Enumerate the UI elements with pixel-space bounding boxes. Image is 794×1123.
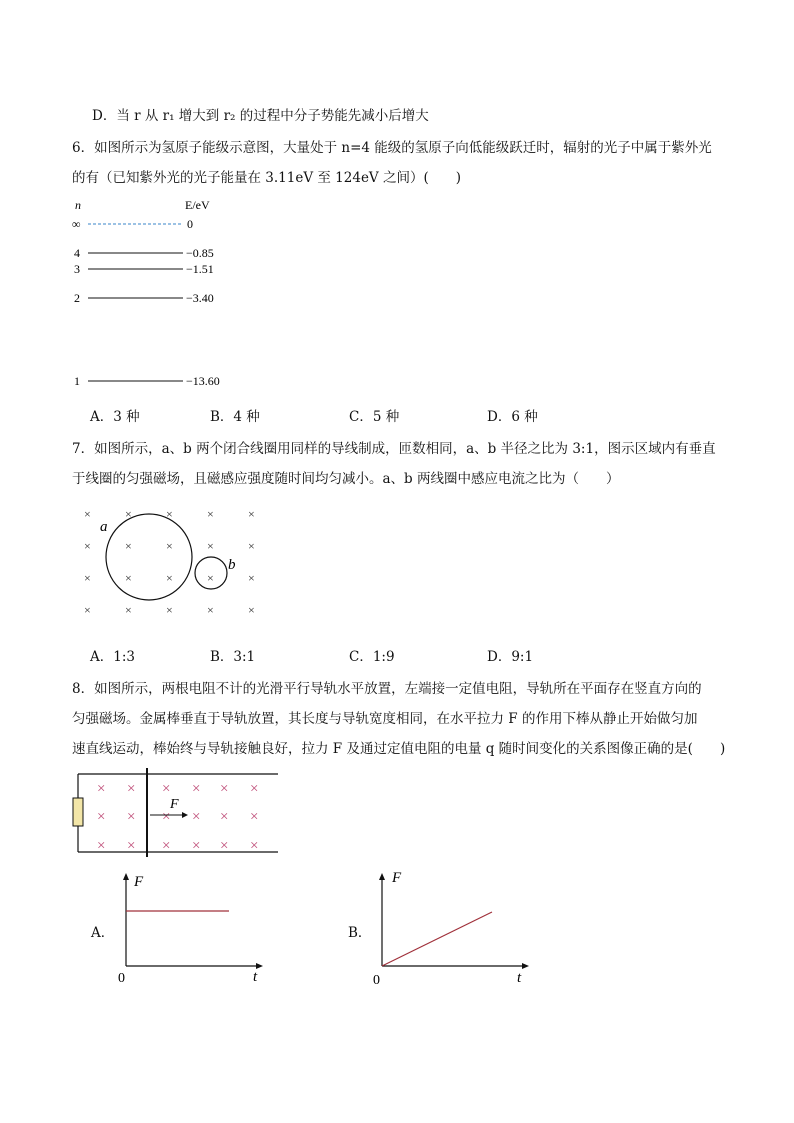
level-1-e: −13.60 — [186, 374, 220, 388]
field-cross: × — [166, 539, 173, 553]
field-cross: × — [192, 809, 201, 825]
field-cross: × — [162, 838, 171, 854]
resistor — [73, 798, 83, 826]
graph-a — [110, 868, 270, 990]
field-cross: × — [125, 539, 132, 553]
graph-a-ylabel: F — [134, 874, 144, 890]
q8-stem-line2: 匀强磁场。金属棒垂直于导轨放置，其长度与导轨宽度相同，在水平拉力 F 的作用下棒从静止开始做匀加 — [72, 711, 698, 727]
graph-b-option-label[interactable]: B． — [348, 925, 372, 941]
field-cross: × — [248, 539, 255, 553]
field-cross: × — [166, 507, 173, 521]
field-cross: × — [97, 781, 106, 797]
field-cross: × — [220, 781, 229, 797]
q6-option-a[interactable]: A．3 种 — [90, 409, 140, 425]
field-cross: × — [248, 571, 255, 585]
field-cross: × — [84, 539, 91, 553]
q7-stem-line2: 于线圈的匀强磁场，且磁感应强度随时间均匀减小。a、b 两线圈中感应电流之比为（ ） — [72, 471, 620, 487]
field-cross: × — [84, 507, 91, 521]
q5-option-d: D．当 r 从 r₁ 增大到 r₂ 的过程中分子势能先减小后增大 — [92, 108, 429, 124]
graph-b-line — [382, 912, 492, 966]
field-cross: × — [207, 507, 214, 521]
graph-b-xlabel: t — [517, 970, 522, 986]
level-2-e: −3.40 — [186, 291, 214, 305]
coil-b-label: b — [228, 557, 236, 573]
field-cross: × — [248, 507, 255, 521]
q8-stem-line1: 8．如图所示，两根电阻不计的光滑平行导轨水平放置，左端接一定值电阻，导轨所在平面存在竖直方向的 — [72, 681, 702, 697]
field-cross: × — [192, 781, 201, 797]
field-cross: × — [207, 571, 214, 585]
field-cross: × — [125, 603, 132, 617]
field-cross: × — [207, 539, 214, 553]
q6-option-d[interactable]: D．6 种 — [487, 409, 538, 425]
field-cross: × — [97, 809, 106, 825]
field-cross: × — [192, 838, 201, 854]
graph-b-ylabel: F — [392, 870, 402, 886]
level-inf-n: ∞ — [72, 217, 81, 231]
field-cross: × — [84, 603, 91, 617]
energy-level-diagram — [60, 195, 260, 395]
field-cross: × — [127, 809, 136, 825]
q6-stem-line2: 的有（已知紫外光的光子能量在 3.11eV 至 124eV 之间）( ) — [72, 170, 462, 186]
q7-option-d[interactable]: D．9:1 — [487, 649, 534, 665]
field-cross: × — [220, 838, 229, 854]
coil-a-label: a — [100, 519, 108, 535]
level-4-e: −0.85 — [186, 246, 214, 260]
field-cross: × — [162, 781, 171, 797]
q6-option-b[interactable]: B．4 种 — [210, 409, 260, 425]
graph-b — [366, 866, 536, 990]
level-3-n: 3 — [74, 262, 80, 276]
field-cross: × — [207, 603, 214, 617]
q6-option-c[interactable]: C．5 种 — [349, 409, 400, 425]
force-label: F — [170, 797, 179, 812]
field-cross: × — [125, 507, 132, 521]
field-cross: × — [250, 838, 259, 854]
field-cross: × — [248, 603, 255, 617]
level-4-n: 4 — [74, 246, 80, 260]
n-axis-label: n — [75, 198, 81, 212]
rail-diagram — [68, 768, 283, 863]
level-inf-e: 0 — [187, 217, 193, 231]
field-cross: × — [125, 571, 132, 585]
q6-stem-line1: 6．如图所示为氢原子能级示意图，大量处于 n=4 能级的氢原子向低能级跃迁时，辐射的光子中属于紫外光 — [72, 140, 712, 156]
graph-a-xlabel: t — [253, 969, 258, 985]
energy-axis-label: E/eV — [185, 198, 210, 212]
graph-a-origin: 0 — [118, 971, 125, 986]
field-cross: × — [220, 809, 229, 825]
field-cross: × — [250, 809, 259, 825]
field-cross: × — [166, 571, 173, 585]
q7-stem-line1: 7．如图所示，a、b 两个闭合线圈用同样的导线制成，匝数相同，a、b 半径之比为 3:1，图示区域内有垂直 — [72, 441, 716, 457]
coil-a — [106, 514, 192, 600]
graph-b-origin: 0 — [373, 973, 380, 988]
field-cross: × — [97, 838, 106, 854]
field-cross: × — [127, 781, 136, 797]
graph-a-option-label[interactable]: A． — [91, 925, 115, 941]
coil-field-diagram — [75, 495, 275, 620]
level-2-n: 2 — [74, 291, 80, 305]
q7-option-a[interactable]: A．1:3 — [90, 649, 135, 665]
q8-stem-line3: 速直线运动，棒始终与导轨接触良好，拉力 F 及通过定值电阻的电量 q 随时间变化的关系图像正确的是( ) — [72, 741, 726, 757]
field-cross: × — [162, 809, 171, 825]
field-cross: × — [250, 781, 259, 797]
q7-option-b[interactable]: B．3:1 — [210, 649, 256, 665]
level-3-e: −1.51 — [186, 262, 214, 276]
field-cross: × — [127, 838, 136, 854]
field-cross: × — [84, 571, 91, 585]
q7-option-c[interactable]: C．1:9 — [349, 649, 395, 665]
field-cross: × — [166, 603, 173, 617]
level-1-n: 1 — [74, 374, 80, 388]
